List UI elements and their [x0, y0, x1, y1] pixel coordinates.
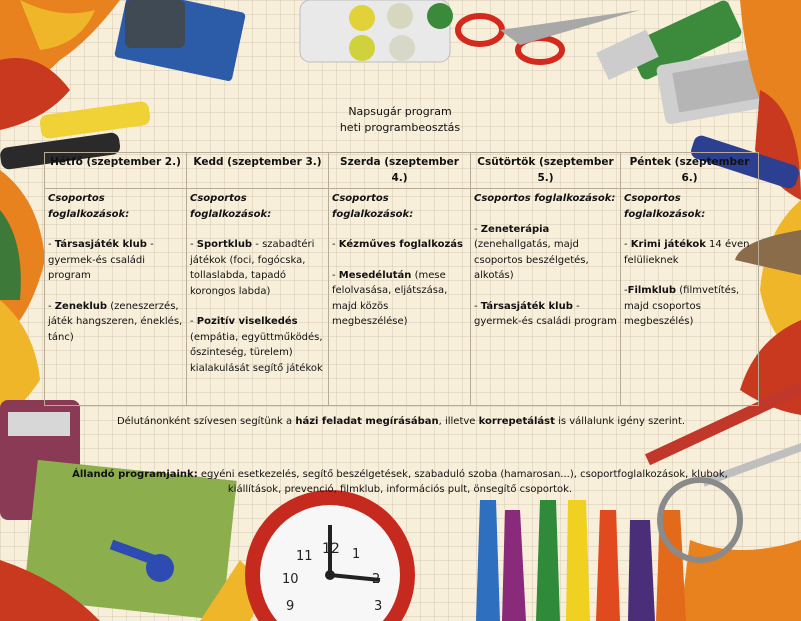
activity-desc: - szabadtéri játékok (foci, fogócska, tollaslabda, tapadó korongos labda): [190, 239, 315, 297]
activity-desc: (zenehallgatás, majd csoportos beszélgetés, alkotás): [474, 239, 589, 281]
activity-item: - Pozitív viselkedés (empátia, együttműködés, őszinteség, türelem) kialakulását segítő játékok: [190, 316, 323, 374]
colored-pencils-icon: [476, 500, 686, 621]
activity-item: - Társasjáték klub - gyermek-és családi program: [48, 239, 154, 281]
activity-item: - Zeneklub (zeneszerzés, játék hangszeren, éneklés, tánc): [48, 300, 183, 343]
activity-name: Zeneterápia: [480, 223, 550, 235]
group-label: Csoportos foglalkozások:: [474, 193, 616, 204]
note-text: is vállalunk igény szerint.: [554, 416, 686, 427]
permanent-label: Állandó programjaink:: [72, 469, 198, 480]
notebook-icon: [114, 0, 246, 82]
activity-item: - Társasjáték klub - gyermek-és családi program: [474, 300, 617, 327]
svg-text:1: 1: [352, 547, 361, 562]
activity-name: Kézműves foglalkozás: [338, 239, 464, 250]
title-line-2: heti programbeosztás: [339, 121, 461, 134]
day-header: Kedd (szeptember 3.): [187, 153, 329, 189]
activity-item: -Filmklub (filmvetítés, majd csoportos megbeszélés): [624, 285, 740, 327]
day-header: Csütörtök (szeptember 5.): [471, 153, 621, 189]
day-header: Szerda (szeptember 4.): [329, 153, 471, 189]
activity-desc: (zeneszerzés, játék hangszeren, éneklés, tánc): [48, 300, 183, 343]
svg-text:2: 2: [372, 572, 381, 587]
activity-name: Filmklub: [627, 285, 677, 296]
activity-desc: 14 éven felülieknek: [624, 239, 750, 266]
note-bold: korrepetálást: [478, 416, 555, 427]
group-label: Csoportos foglalkozások:: [332, 193, 414, 220]
group-label: Csoportos foglalkozások:: [624, 193, 706, 220]
activity-item: - Zeneterápia (zenehallgatás, majd csoportos beszélgetés, alkotás): [474, 223, 589, 281]
day-cell: [621, 189, 759, 406]
day-header: Péntek (szeptember 6.): [621, 153, 759, 189]
day-cell: [329, 189, 471, 406]
activity-name: Zeneklub: [54, 300, 108, 312]
activity-name: Krimi játékok: [630, 239, 706, 250]
activity-name: Pozitív viselkedés: [196, 316, 298, 327]
note-bold: házi feladat megírásában: [295, 416, 439, 427]
activity-item: - Sportklub - szabadtéri játékok (foci, fogócska, tollaslabda, tapadó korongos labda): [190, 239, 315, 297]
activity-name: Társasjáték klub: [54, 239, 147, 250]
title-line-1: Napsugár program: [348, 105, 452, 118]
permanent-programs: [60, 467, 740, 497]
activity-name: Mesedélután: [338, 269, 412, 281]
note-text: Délutánonként szívesen segítünk a: [116, 416, 296, 427]
activity-desc: - gyermek-és családi program: [48, 239, 154, 281]
day-cell: [45, 189, 187, 406]
activity-desc: - gyermek-és családi program: [474, 300, 617, 327]
day-cell: [187, 189, 329, 406]
svg-text:3: 3: [374, 599, 383, 614]
svg-text:11: 11: [296, 549, 313, 564]
activity-desc: (empátia, együttműködés, őszinteség, türelem) kialakulását segítő játékok: [190, 331, 323, 374]
activity-name: Társasjáték klub: [480, 300, 573, 312]
table-header-row: [45, 153, 759, 189]
group-label: Csoportos foglalkozások:: [190, 193, 272, 220]
day-cell: [471, 189, 621, 406]
watercolor-palette-icon: [300, 0, 453, 62]
permanent-text: egyéni esetkezelés, segítő beszélgetések, szabaduló szoba (hamarosan...), csoportfoglalkozások, klubok, kiállítások, prevenció, filmklub, információs pult, önsegítő csoportok.: [197, 469, 728, 495]
page-title: [250, 104, 550, 136]
activity-desc: (mese felolvasása, eljátszása, majd közös megbeszélése): [332, 269, 448, 327]
note-text: , illetve: [438, 416, 479, 427]
table-row: [45, 189, 759, 406]
activity-name: Sportklub: [196, 239, 253, 250]
activity-item: - Mesedélután (mese felolvasása, eljátszása, majd közös megbeszélése): [332, 269, 448, 327]
day-header: Hétfő (szeptember 2.): [45, 153, 187, 189]
homework-note: [44, 414, 758, 429]
activity-desc: (filmvetítés, majd csoportos megbeszélés): [624, 285, 740, 327]
activity-item: - Krimi játékok 14 éven felülieknek: [624, 239, 750, 266]
group-label: Csoportos foglalkozások:: [48, 193, 130, 220]
svg-text:12: 12: [322, 541, 340, 557]
svg-text:9: 9: [286, 599, 295, 614]
weekly-schedule-table: [44, 152, 759, 406]
activity-item: - Kézműves foglalkozás: [332, 239, 464, 250]
svg-text:10: 10: [282, 572, 299, 587]
alarm-clock-icon: [245, 490, 415, 621]
